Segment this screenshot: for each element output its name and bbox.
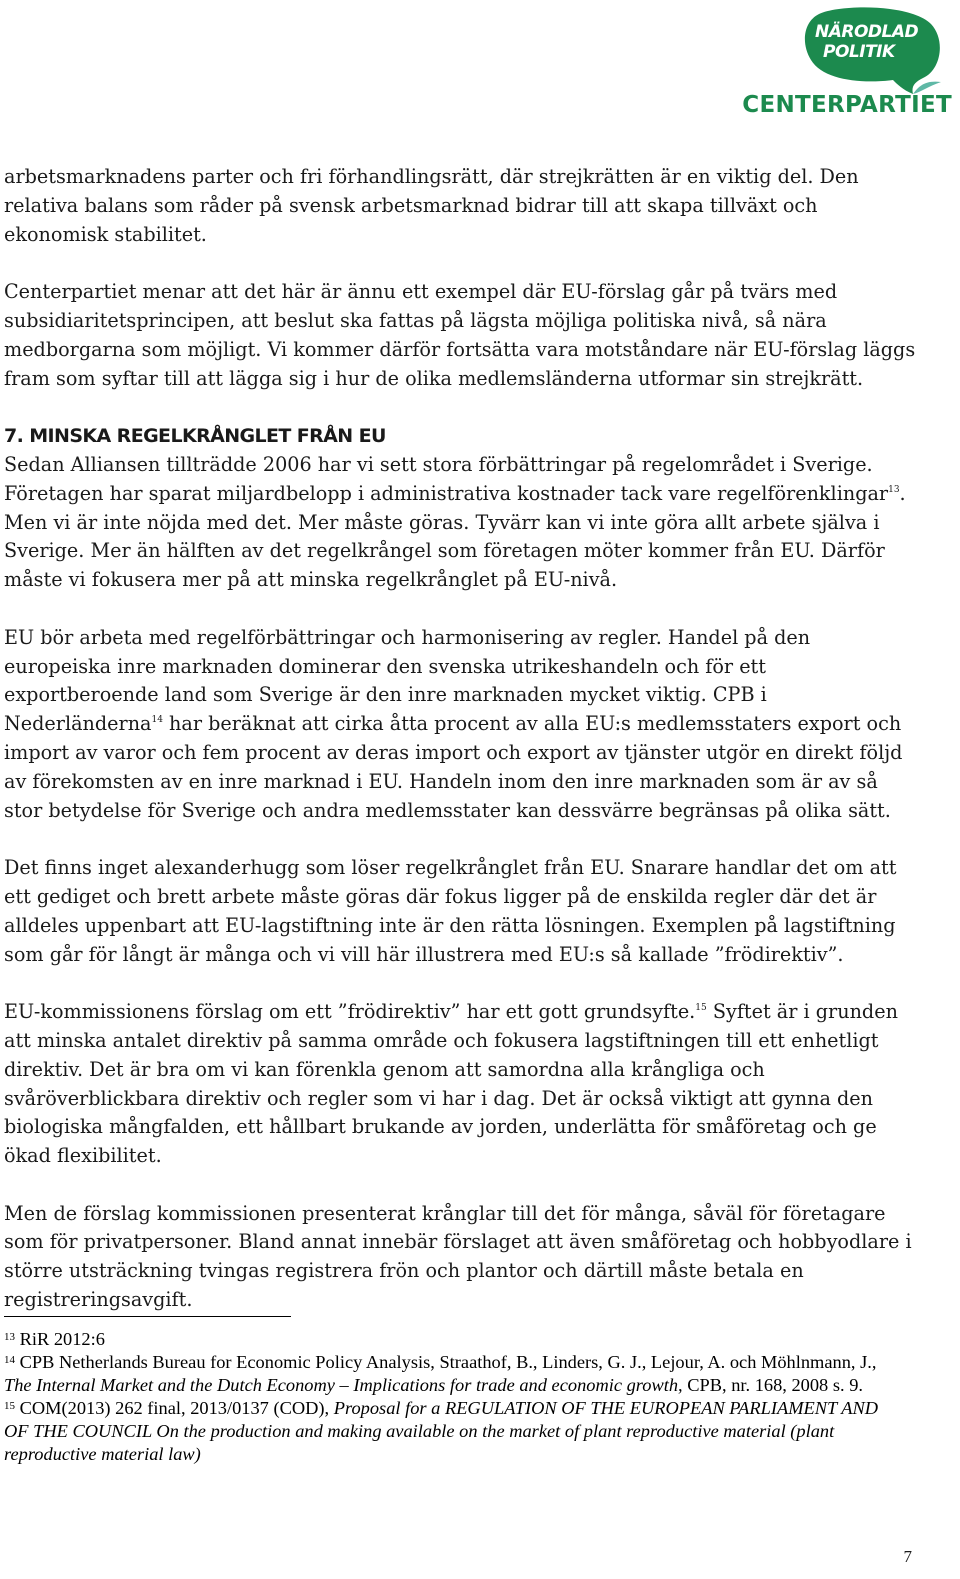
document-body	[4, 163, 919, 1344]
paragraph: Men de förslag kommissionen presenterat krånglar till det för många, såväl för företagare som för privatpersoner. Bland annat innebär förslaget att även småföretag och hobbyodlare i större utsträckning tvingas registrera frön och plantor och därtill måste betala en registreringsavgift.	[4, 1201, 912, 1312]
logo-text-narodlad: NÄRODLAD	[815, 22, 919, 42]
footnote-text: CPB Netherlands Bureau for Economic Policy Analysis, Straathof, B., Linders, G. J., Lejour, A. och Möhlnmann, J.,	[15, 1352, 877, 1372]
footnote	[4, 1328, 904, 1351]
paragraph-text: Sedan Alliansen tillträdde 2006 har vi sett stora förbättringar på regelområdet i Sverige. Företagen har sparat miljardbelopp i administrativa kostnader tack vare regelförenklingar	[4, 452, 889, 505]
paragraph-text: EU bör arbeta med regelförbättringar och harmonisering av regler. Handel på den europeiska inre marknaden dominerar den svenska utrikeshandeln och för ett exportberoende land som Sverige är den inre marknaden mycket viktig. CPB i Nederländerna	[4, 625, 811, 736]
paragraph-text: . Men vi är inte nöjda med det. Mer måste göras. Tyvärr kan vi inte göra allt arbete själva i Sverige. Mer än hälften av det regelkrångel som företagen möter kommer från EU. Därför måste vi fokusera mer på att minska regelkrånglet på EU-nivå.	[4, 481, 906, 592]
footnote-ref[interactable]: 14	[151, 715, 163, 726]
page-number: 7	[903, 1547, 912, 1566]
footnote-number: 15	[4, 1400, 15, 1412]
footnote-number: 14	[4, 1354, 15, 1366]
centerpartiet-logo	[717, 6, 952, 116]
paragraph-text: EU-kommissionens förslag om ett ”frödirektiv” har ett gott grundsyfte.	[4, 1000, 696, 1024]
footnote-text: RiR 2012:6	[15, 1329, 105, 1349]
paragraph	[4, 624, 919, 826]
footnote	[4, 1397, 904, 1466]
footnote-title: The Internal Market and the Dutch Economy – Implications for trade and economic growth,	[4, 1375, 683, 1395]
footnote-title: Proposal for a REGULATION OF THE EUROPEAN PARLIAMENT AND OF THE COUNCIL On the production and making available on the market of plant reproductive material (plant reproductive material law)	[4, 1398, 878, 1464]
footnote-ref[interactable]: 15	[695, 1003, 707, 1014]
logo-party-name: CENTERPARTIET	[742, 92, 952, 118]
paragraph	[4, 998, 919, 1171]
footnote-text: COM(2013) 262 final, 2013/0137 (COD),	[15, 1398, 334, 1418]
logo-text-politik: POLITIK	[823, 42, 895, 62]
paragraph	[4, 451, 919, 595]
footnote-text: CPB, nr. 168, 2008 s. 9.	[682, 1375, 863, 1395]
footnote-number: 13	[4, 1331, 15, 1343]
paragraph-text: har beräknat att cirka åtta procent av alla EU:s medlemsstaters export och import av varor och fem procent av deras import och export av tjänster utgör en direkt följd av förekomsten av en inre marknad i EU. Handeln inom den inre marknaden som är av så stor betydelse för Sverige och andra medlemsstater kan dessvärre begränsas på olika sätt.	[4, 712, 903, 822]
section-heading: 7. MINSKA REGELKRÅNGLET FRÅN EU	[4, 425, 386, 448]
paragraph-text: Syftet är i grunden att minska antalet direktiv på samma område och fokusera lagstiftningen till ett enhetligt direktiv. Det är bra om vi kan förenkla genom att samordna alla krångliga och svåröverblickbara direktiv och regler som vi har i dag. Det är också viktigt att gynna den biologiska mångfalden, ett hållbart brukande av jorden, underlätta för småföretag och ge ökad flexibilitet.	[4, 1000, 898, 1168]
paragraph: arbetsmarknadens parter och fri förhandlingsrätt, där strejkrätten är en viktig del. Den relativa balans som råder på svensk arbetsmarknad bidrar till att skapa tillväxt och ekonomisk stabilitet.	[4, 165, 859, 246]
paragraph: Centerpartiet menar att det här är ännu ett exempel där EU-förslag går på tvärs med subsidiaritetsprincipen, att beslut ska fattas på lägsta möjliga politiska nivå, så nära medborgarna som möjligt. Vi kommer därför fortsätta vara motståndare när EU-förslag läggs fram som syftar till att lägga sig i hur de olika medlemsländerna utformar sin strejkrätt.	[4, 280, 916, 390]
footnote	[4, 1351, 904, 1397]
footnote-divider	[4, 1316, 291, 1317]
footnotes	[4, 1328, 904, 1466]
footnote-ref[interactable]: 13	[888, 484, 900, 495]
paragraph: Det finns inget alexanderhugg som löser regelkrånglet från EU. Snarare handlar det om att ett gediget och brett arbete måste göras där fokus ligger på de enskilda regler där det är alldeles uppenbart att EU-lagstiftning inte är den rätta lösningen. Exemplen på lagstiftning som går för långt är många och vi vill här illustrera med EU:s så kallade ”frödirektiv”.	[4, 856, 897, 966]
